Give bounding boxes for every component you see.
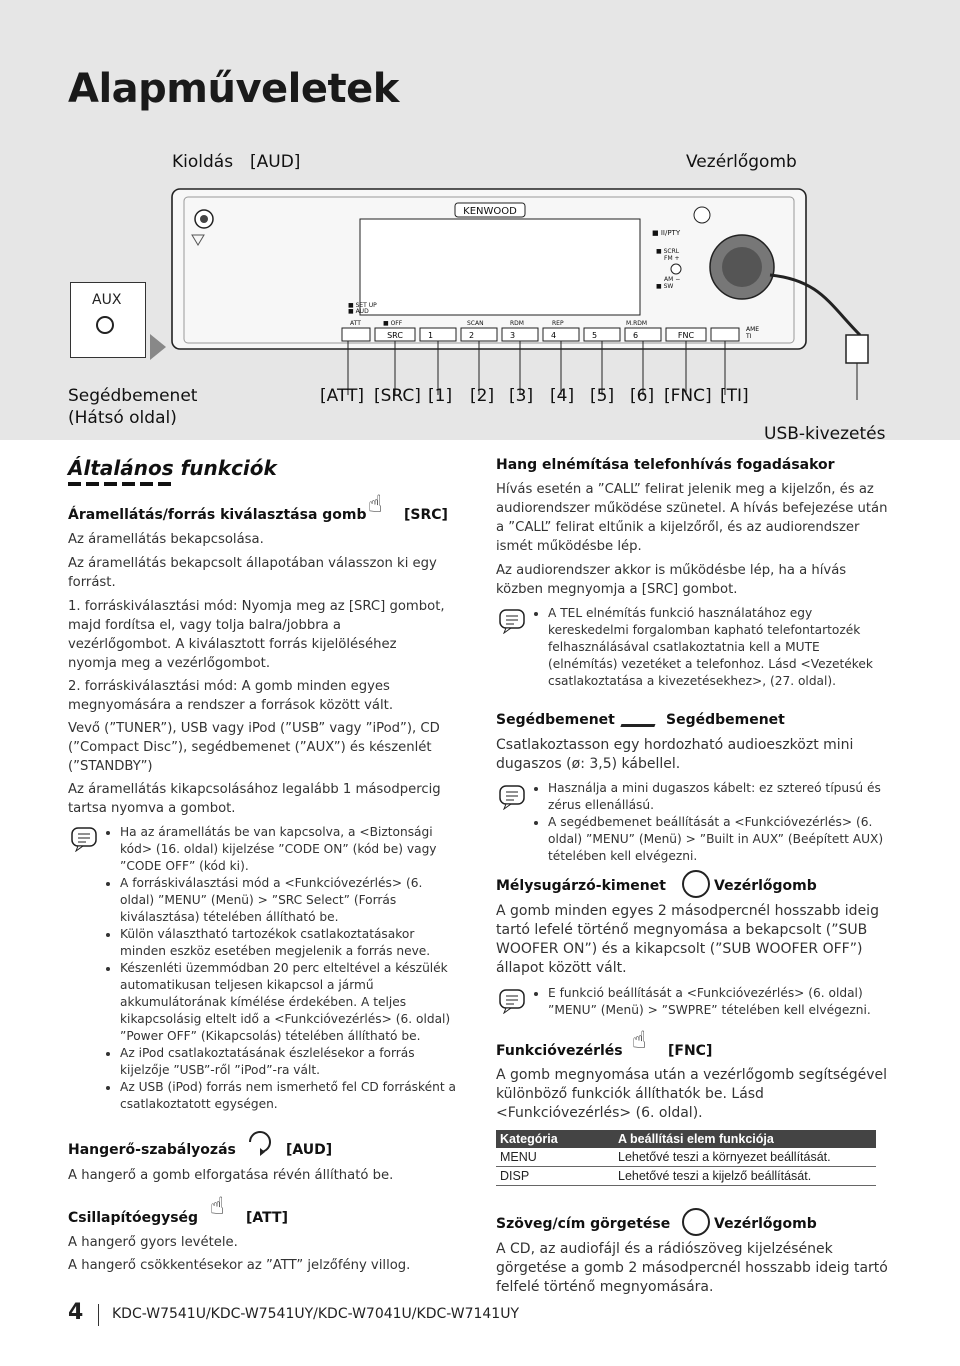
knob-icon bbox=[682, 870, 710, 898]
table-row bbox=[496, 1167, 876, 1186]
off-small-label: ■ OFF bbox=[383, 320, 403, 327]
note-item: • E funkció beállítását a <Funkcióvezérlés> (6. oldal) ”MENU” (Menü) > ”SWPRE” tételében kell elvégezni. bbox=[548, 985, 892, 1019]
aux-plug-icon bbox=[620, 696, 665, 727]
s1-p3: 1. forráskiválasztási mód: Nyomja meg az [SRC] gombot, majd fordítsa el, vagy tolja balra/jobbra a vezérlőgombot. A kiválasztott forrás kijelöléséhez nyomja meg a vezérlőgombot. bbox=[68, 599, 445, 671]
aux-label: AUX bbox=[92, 292, 122, 308]
note-item: • A segédbemenet beállítását a <Funkcióvezérlés> (6. oldal) ”MENU” (Menü) > ”Built in AUX” (Beépített AUX) tételében kell elvégezni. bbox=[548, 814, 892, 865]
r1-p2: Az audiorendszer akkor is működésbe lép, ha a hívás közben megnyomja a [SRC] gombot. bbox=[496, 563, 847, 597]
r2-key: Segédbemenet bbox=[666, 712, 785, 728]
src-key-label: SRC bbox=[387, 331, 403, 340]
key-5-label: 5 bbox=[592, 331, 598, 340]
table-cell: MENU bbox=[496, 1148, 614, 1167]
rotate-icon bbox=[246, 1128, 274, 1156]
note-item: • Az iPod csatlakoztatásának észlelésekor a forrás kijelzője ”USB”-ről ”iPod”-ra vált. bbox=[120, 1045, 458, 1079]
hand-press-icon: ☝ bbox=[368, 490, 383, 518]
btn-label-3: [3] bbox=[509, 386, 534, 406]
mrdm-label: M.RDM bbox=[626, 320, 648, 327]
note-item: • A TEL elnémítás funkció használatához egy kereskedelmi forgalomban kapható telefontartozék felhasználásával csatlakoztatnia kell a MUTE (elnémítás) vezetéket a telefonhoz. Lásd <Vezetékek csatlakoztatása a kivezetésekhez>, (27. oldal). bbox=[548, 605, 892, 690]
table-row bbox=[496, 1148, 876, 1167]
btn-label-ti: [TI] bbox=[720, 386, 749, 406]
r2-notes bbox=[532, 780, 892, 865]
note-item: • Ha az áramellátás be van kapcsolva, a <Biztonsági kód> (16. oldal) kijelzése ”CODE ON” (kód be) vagy ”CODE OFF” (kód ki). bbox=[120, 824, 458, 875]
btn-label-1: [1] bbox=[428, 386, 453, 406]
s2-key: [AUD] bbox=[286, 1142, 333, 1158]
fm-label: FM + bbox=[664, 255, 680, 262]
aud-small-label: ■ AUD bbox=[348, 308, 369, 315]
table-header bbox=[496, 1130, 876, 1148]
r4-p1: A gomb megnyomása után a vezérlőgomb segítségével különböző funkciók állíthatók be. Lásd <Funkcióvezérlés> (6. oldal). bbox=[496, 1067, 888, 1121]
r4-key: [FNC] bbox=[668, 1043, 713, 1059]
label-hatso-oldal: (Hátsó oldal) bbox=[68, 408, 177, 428]
s2-title: Hangerő-szabályozás bbox=[68, 1142, 236, 1158]
r1-notes bbox=[532, 605, 892, 690]
table-cell: Lehetővé teszi a kijelző beállítását. bbox=[614, 1167, 876, 1186]
s3-title: Csillapítóegység bbox=[68, 1210, 199, 1226]
note-icon bbox=[70, 826, 98, 852]
section-heading: Általános funkciók bbox=[68, 456, 277, 480]
key-6 bbox=[625, 328, 661, 341]
s3-key: [ATT] bbox=[246, 1210, 288, 1226]
note-item: • Az USB (iPod) forrás nem ismerhető fel CD forrásként a csatlakoztatott egységen. bbox=[120, 1079, 458, 1113]
btn-label-src: [SRC] bbox=[374, 386, 421, 406]
s1-title: Áramellátás/forrás kiválasztása gomb bbox=[68, 507, 367, 523]
note-icon bbox=[498, 784, 526, 810]
key-4-label: 4 bbox=[551, 331, 557, 340]
note-icon bbox=[498, 608, 526, 634]
btn-label-2: [2] bbox=[470, 386, 495, 406]
footer-models: KDC-W7541U/KDC-W7541UY/KDC-W7041U/KDC-W7141UY bbox=[112, 1306, 520, 1322]
key-3-label: 3 bbox=[510, 331, 516, 340]
att-key bbox=[342, 328, 370, 341]
label-kioldas: Kioldás bbox=[172, 152, 234, 172]
tuning-button bbox=[671, 264, 681, 274]
footer-divider bbox=[98, 1304, 99, 1326]
key-5 bbox=[584, 328, 620, 341]
aux-jack[interactable] bbox=[96, 316, 114, 334]
s1-p4: 2. forráskiválasztási mód: A gomb minden egyes megnyomására a rendszer a források között vált. bbox=[68, 679, 394, 713]
r5-title: Szöveg/cím görgetése bbox=[496, 1216, 671, 1232]
car-stereo-illustration bbox=[170, 185, 870, 405]
knob-icon bbox=[682, 1208, 710, 1236]
scan-label: SCAN bbox=[467, 320, 484, 327]
btn-label-4: [4] bbox=[550, 386, 575, 406]
key-4 bbox=[543, 328, 579, 341]
r3-key: Vezérlőgomb bbox=[714, 878, 817, 894]
r5-key: Vezérlőgomb bbox=[714, 1216, 817, 1232]
r1-p1: Hívás esetén a ”CALL” felirat jelenik meg a kijelzőn, és az audiorendszer működése szünetel. A hívás befejezése után a ”CALL” felirat eltűnik a kijelzőről, és az audiorendszer ismét működésbe lép. bbox=[496, 482, 888, 554]
key-2 bbox=[461, 328, 497, 341]
note-item: • Készenléti üzemmódban 20 perc elteltével a készülék automatikusan teljesen kikapcsol a jármű akkumulátorának kímélése érdekében. A teljes kikapcsolásig eltelt idő a <Funkcióvezérlés> (6. oldal) ”Power OFF” (Kikapcsolás) tételében állítható be. bbox=[120, 960, 458, 1045]
fnc-key-label: FNC bbox=[677, 331, 695, 340]
brand-logo: KENWOOD bbox=[463, 206, 517, 217]
table-header-cell: A beállítási elem funkciója bbox=[614, 1130, 876, 1148]
hand-press-icon: ☝ bbox=[210, 1192, 225, 1220]
scrl-label: ■ SCRL bbox=[656, 248, 680, 255]
key-1-label: 1 bbox=[428, 331, 434, 340]
am-label: AM − bbox=[664, 276, 681, 283]
note-item: • Külön választható tartozékok csatlakoztatásakor minden eszköz esetében megjelenik a forrás neve. bbox=[120, 926, 458, 960]
function-table bbox=[496, 1130, 876, 1186]
r3-p1: A gomb minden egyes 2 másodpercnél hosszabb ideig tartó lefelé történő megnyomása a bekapcsolt (”SUB WOOFER ON”) és a kikapcsolt (”SUB WOOFER OFF”) állapot között vált. bbox=[496, 903, 879, 976]
note-item: • Használja a mini dugaszos kábelt: ez sztereó típusú és zérus ellenállású. bbox=[548, 780, 892, 814]
r2-title: Segédbemenet bbox=[496, 712, 615, 728]
usb-connector bbox=[846, 335, 868, 363]
ame-label: AME bbox=[746, 326, 760, 333]
s1-p2: Az áramellátás bekapcsolt állapotában válasszon ki egy forrást. bbox=[68, 556, 437, 590]
setup-label: ■ SET UP bbox=[348, 302, 377, 309]
s3-p1: A hangerő gyors levétele. bbox=[68, 1235, 238, 1250]
btn-label-fnc: [FNC] bbox=[664, 386, 712, 406]
arrow-icon bbox=[150, 334, 166, 360]
sw-label: ■ SW bbox=[656, 283, 674, 290]
s3-p2: A hangerő csökkentésekor az ”ATT” jelzőfény villog. bbox=[68, 1258, 411, 1273]
s1-p1: Az áramellátás bekapcsolása. bbox=[68, 532, 264, 547]
btn-label-6: [6] bbox=[630, 386, 655, 406]
r5-p1: A CD, az audiofájl és a rádiószöveg kijelzésének görgetése a gomb 2 másodpercnél hosszabb ideig tartó felfelé történő megnyomására. bbox=[496, 1241, 888, 1295]
label-aud: [AUD] bbox=[250, 152, 301, 172]
ti-label: TI bbox=[746, 333, 752, 340]
rdm-label: RDM bbox=[510, 320, 524, 327]
page-number: 4 bbox=[68, 1300, 84, 1325]
label-vezerlogomb: Vezérlőgomb bbox=[686, 152, 797, 172]
pty-label: ■ II/PTY bbox=[652, 229, 681, 237]
hand-press-icon: ☝ bbox=[632, 1026, 647, 1054]
table-cell: Lehetővé teszi a környezet beállítását. bbox=[614, 1148, 876, 1167]
r4-title: Funkcióvezérlés bbox=[496, 1043, 623, 1059]
r2-p1: Csatlakoztasson egy hordozható audioeszközt mini dugaszos (ø: 3,5) kábellel. bbox=[496, 737, 854, 772]
rep-label: REP bbox=[552, 320, 564, 327]
s1-p6: Az áramellátás kikapcsolásához legalább 1 másodpercig tartsa nyomva a gombot. bbox=[68, 782, 441, 816]
r1-title: Hang elnémítása telefonhívás fogadásakor bbox=[496, 457, 835, 473]
note-item: • A forráskiválasztási mód a <Funkcióvezérlés> (6. oldal) ”MENU” (Menü) > ”SRC Select” (Forrás kiválasztása) tételében állítható be. bbox=[120, 875, 458, 926]
s1-notes bbox=[104, 824, 458, 1113]
s2-p1: A hangerő a gomb elforgatása révén állítható be. bbox=[68, 1168, 394, 1183]
key-2-label: 2 bbox=[469, 331, 475, 340]
s1-key: [SRC] bbox=[404, 507, 448, 523]
btn-label-att: [ATT] bbox=[320, 386, 365, 406]
key-3 bbox=[502, 328, 538, 341]
label-usb: USB-kivezetés bbox=[764, 424, 886, 444]
table-cell: DISP bbox=[496, 1167, 614, 1186]
key-1 bbox=[420, 328, 456, 341]
heading-underline bbox=[68, 482, 174, 486]
att-small-label: ATT bbox=[350, 320, 361, 327]
r3-title: Mélysugárzó-kimenet bbox=[496, 878, 666, 894]
note-icon bbox=[498, 988, 526, 1014]
label-segedbemenet: Segédbemenet bbox=[68, 386, 198, 406]
ti-key bbox=[711, 328, 739, 341]
s1-p5: Vevő (”TUNER”), USB vagy iPod (”USB” vagy ”iPod”), CD (”Compact Disc”), segédbemenet (”AUX”) és készenlét (”STANDBY”) bbox=[68, 721, 440, 774]
page-title: Alapműveletek bbox=[68, 66, 399, 112]
r3-notes bbox=[532, 985, 892, 1019]
display-window bbox=[360, 219, 640, 315]
key-6-label: 6 bbox=[633, 331, 639, 340]
table-header-cell: Kategória bbox=[496, 1130, 614, 1148]
btn-label-5: [5] bbox=[590, 386, 615, 406]
